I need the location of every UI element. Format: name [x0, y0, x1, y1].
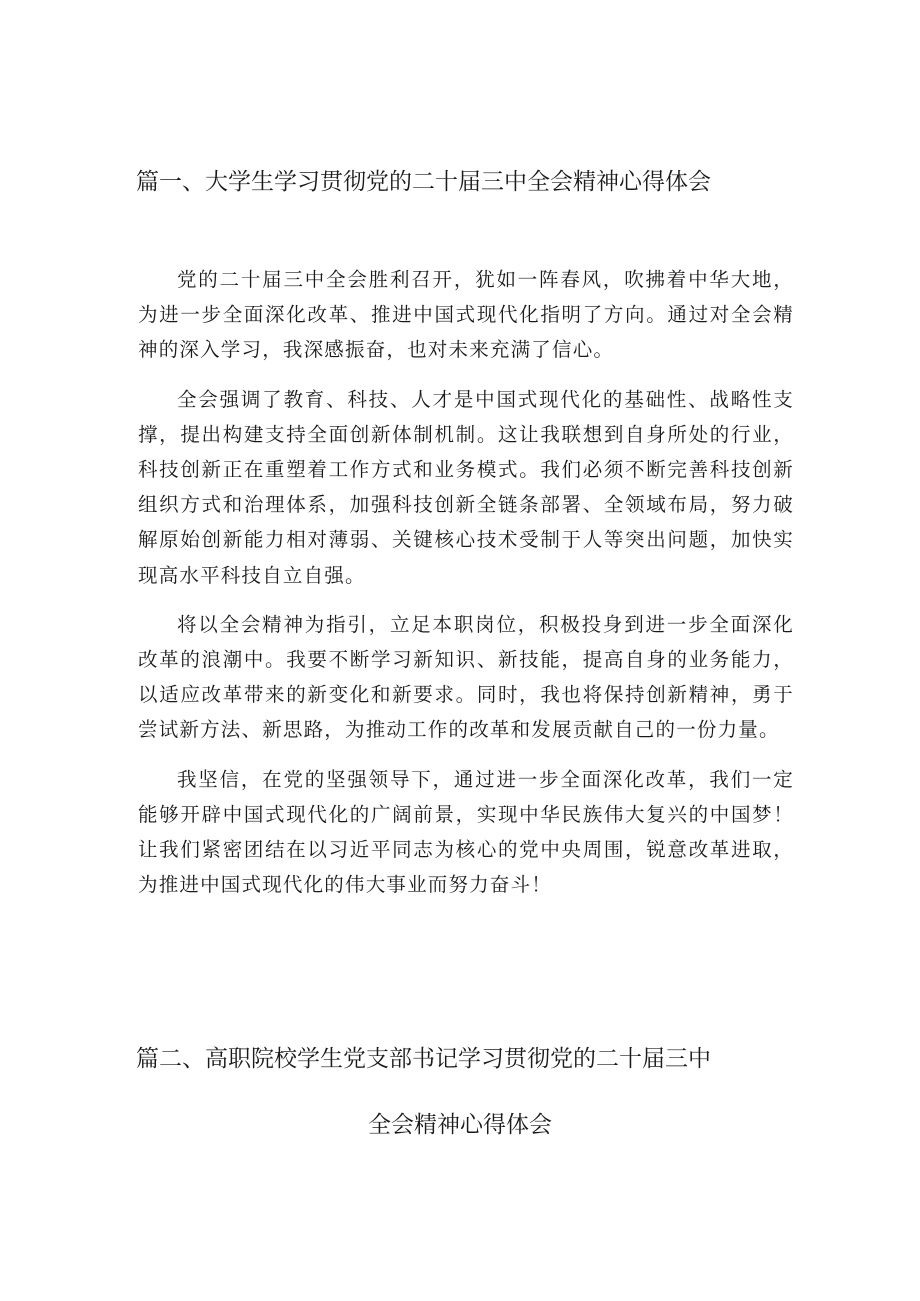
section2-title-line2: 全会精神心得体会: [368, 1112, 552, 1138]
paragraph-4: 我坚信，在党的坚强领导下，通过进一步全面深化改革，我们一定能够开辟中国式现代化的广阔前景，实现中华民族伟大复兴的中国梦！让我们紧密团结在以习近平同志为核心的党中央周围，锐意改革进取，为推进中国式现代化的伟大事业而努力奋斗！: [138, 767, 794, 897]
paragraph-3: 将以全会精神为指引，立足本职岗位，积极投身到进一步全面深化改革的浪潮中。我要不断学习新知识、新技能，提高自身的业务能力，以适应改革带来的新变化和新要求。同时，我也将保持创新精神，勇于尝试新方法、新思路，为推动工作的改革和发展贡献自己的一份力量。: [138, 612, 794, 742]
section1-body: [138, 262, 794, 916]
section1-title: 篇一、大学生学习贯彻党的二十届三中全会精神心得体会: [136, 169, 711, 195]
paragraph-2: 全会强调了教育、科技、人才是中国式现代化的基础性、战略性支撑，提出构建支持全面创新体制机制。这让我联想到自身所处的行业，科技创新正在重塑着工作方式和业务模式。我们必须不断完善科技创新组织方式和治理体系，加强科技创新全链条部署、全领域布局，努力破解原始创新能力相对薄弱、关键核心技术受制于人等突出问题，加快实现高水平科技自立自强。: [138, 387, 794, 587]
paragraph-1: 党的二十届三中全会胜利召开，犹如一阵春风，吹拂着中华大地，为进一步全面深化改革、推进中国式现代化指明了方向。通过对全会精神的深入学习，我深感振奋，也对未来充满了信心。: [138, 268, 794, 362]
section2-title-line1: 篇二、高职院校学生党支部书记学习贯彻党的二十届三中: [136, 1046, 711, 1072]
